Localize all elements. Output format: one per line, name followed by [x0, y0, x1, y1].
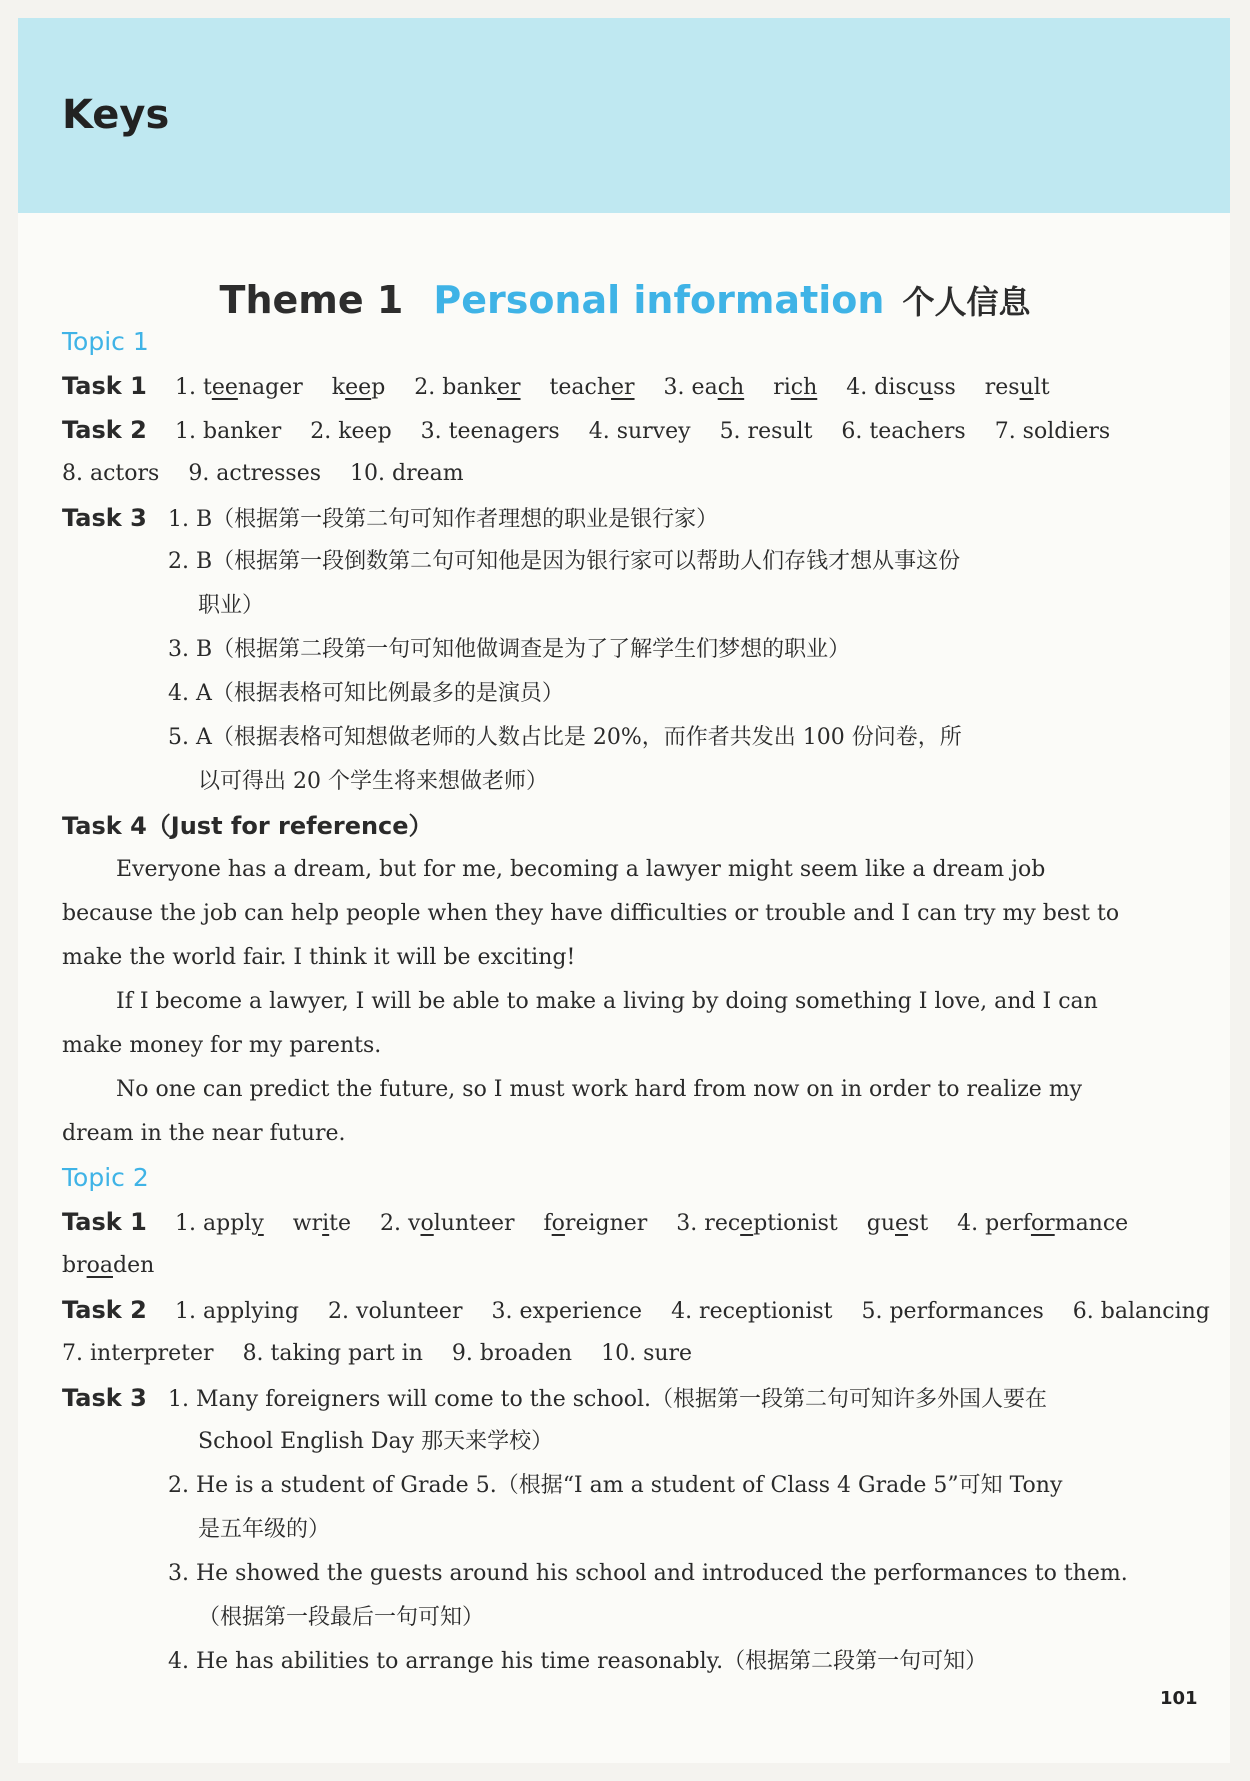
answer-line: 以可得出 20 个学生将来想做老师）: [198, 769, 548, 794]
answer-content: [62, 320, 1210, 1684]
topic-1-task-2: [62, 408, 1132, 452]
topic-1-heading: Topic 1: [62, 327, 149, 356]
answer-word: keep: [331, 375, 386, 400]
topic-2-heading: Topic 2: [62, 1163, 149, 1192]
answer-word: result: [984, 375, 1050, 400]
answer-line: 2. He is a student of Grade 5.（根据“I am a student of Class 4 Grade 5”可知 Tony: [168, 1473, 1063, 1498]
topic-1-task-2-continued: [62, 452, 1132, 496]
answer-line: 4. He has abilities to arrange his time reasonably.（根据第二段第一句可知）: [168, 1649, 988, 1674]
answer-word: rich: [773, 375, 818, 400]
answer-word: broaden: [62, 1253, 155, 1278]
topic-1-task-1: [62, 364, 1132, 408]
answer-item: 8. actors: [62, 461, 160, 486]
answer-item: 9. actresses: [188, 461, 322, 486]
answer-word: 1. apply: [175, 1211, 264, 1236]
answer-line: 1. Many foreigners will come to the school.（根据第一段第二句可知许多外国人要在: [168, 1387, 1048, 1412]
answer-line: 4. A（根据表格可知比例最多的是演员）: [168, 681, 564, 706]
answer-item: 4. survey: [588, 419, 691, 444]
answer-word: 4. performance: [957, 1211, 1129, 1236]
answer-item: 8. taking part in: [242, 1341, 423, 1366]
answer-item: 4. receptionist: [671, 1299, 833, 1324]
answer-item: 6. teachers: [841, 419, 966, 444]
answer-item: 3. experience: [491, 1299, 643, 1324]
answer-item: 7. interpreter: [62, 1341, 214, 1366]
answer-line: （根据第一段最后一句可知）: [198, 1605, 485, 1630]
answer-line: 2. B（根据第一段倒数第二句可知他是因为银行家可以帮助人们存钱才想从事这份: [168, 549, 961, 574]
page-number: 101: [1160, 1688, 1198, 1709]
answer-word: 3. each: [663, 375, 745, 400]
header-band: [18, 18, 1230, 213]
page-title: Keys: [62, 92, 170, 138]
theme-title: [0, 277, 1250, 323]
topic-1-task-3: [62, 496, 1132, 540]
topic-2-task-2: [62, 1288, 1210, 1332]
topic-2-task-2-continued: [62, 1332, 1132, 1376]
theme-label: Theme 1: [219, 278, 404, 322]
answer-line: 职业）: [198, 593, 265, 618]
task-label: Task 1: [62, 1208, 147, 1236]
answer-line: 3. He showed the guests around his school and introduced the performances to them.: [168, 1561, 1128, 1586]
task-label: Task 3: [62, 1384, 147, 1412]
answer-item: 1. banker: [175, 419, 282, 444]
topic-2-task-1: [62, 1200, 1132, 1244]
essay-paragraph: Everyone has a dream, but for me, becoming a lawyer might seem like a dream job because the job can help people when they have difficulties or trouble and I can try my best to make the world fair. I think it will be exciting!: [62, 857, 1120, 970]
answer-item: 6. balancing: [1072, 1299, 1210, 1324]
theme-name-cn: 个人信息: [902, 283, 1031, 321]
task-label: Task 2: [62, 416, 147, 444]
answer-item: 5. result: [719, 419, 813, 444]
answer-item: 2. volunteer: [328, 1299, 463, 1324]
answer-line: 是五年级的）: [198, 1517, 331, 1542]
answer-word: 3. receptionist: [676, 1211, 838, 1236]
task-label: Task 2: [62, 1296, 147, 1324]
answer-item: 5. performances: [861, 1299, 1044, 1324]
answer-item: 10. sure: [601, 1341, 693, 1366]
answer-line: 5. A（根据表格可知想做老师的人数占比是 20%，而作者共发出 100 份问卷，所: [168, 725, 962, 750]
answer-item: 1. applying: [175, 1299, 300, 1324]
answer-item: 10. dream: [350, 461, 464, 486]
task-label: Task 3: [62, 504, 147, 532]
essay-paragraph: No one can predict the future, so I must work hard from now on in order to realize my dream in the near future.: [62, 1077, 1083, 1146]
theme-name: Personal information: [433, 278, 885, 322]
answer-item: 2. keep: [310, 419, 392, 444]
answer-line: School English Day 那天来学校）: [198, 1429, 554, 1454]
answer-item: 7. soldiers: [994, 419, 1111, 444]
answer-word: 2. banker: [414, 375, 521, 400]
answer-word: write: [292, 1211, 352, 1236]
answer-word: teacher: [549, 375, 635, 400]
answer-line: 3. B（根据第二段第一句可知他做调查是为了了解学生们梦想的职业）: [168, 637, 851, 662]
answer-item: 3. teenagers: [420, 419, 560, 444]
answer-word: guest: [866, 1211, 929, 1236]
answer-word: 1. teenager: [175, 375, 303, 400]
answer-word: 4. discuss: [846, 375, 956, 400]
answer-word: foreigner: [543, 1211, 648, 1236]
task-label: Task 1: [62, 372, 147, 400]
topic-2-task-3: [62, 1376, 1132, 1420]
answer-line: 1. B（根据第一段第二句可知作者理想的职业是银行家）: [168, 507, 719, 532]
answer-word: 2. volunteer: [380, 1211, 515, 1236]
topic-2-task-1-continued: [62, 1244, 1132, 1288]
topic-1-task-4-heading: Task 4（Just for reference）: [62, 812, 433, 840]
essay-paragraph: If I become a lawyer, I will be able to make a living by doing something I love, and I can make money for my parents.: [62, 989, 1098, 1058]
answer-item: 9. broaden: [451, 1341, 573, 1366]
